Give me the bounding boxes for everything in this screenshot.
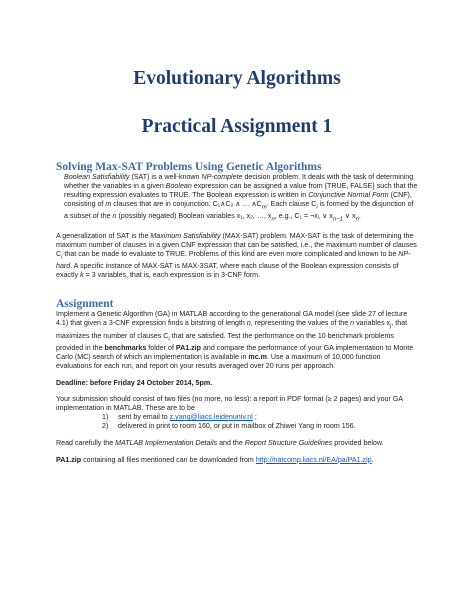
paragraph-guidelines: Read carefully the MATLAB Implementation Details and the Report Structure Guidelines provided below. <box>56 439 384 448</box>
paragraph-maxsat-definition: A generalization of SAT is the Maximum Satisfiability (MAX-SAT) problem. MAX-SAT is the task of determining the maximum number of clauses in a given CNF expression that can be satisfied, i.e., the maximum number of clauses $C_i$ that can be made to evaluate to TRUE. Problems of this kind are even more complicated and known to be NP-hard. A specific instance of MAX-SAT is MAX-3SAT, where each clause of the Boolean expression consists of exactly k = 3 variables, that is, each expression is in 3-CNF form. <box>56 232 417 280</box>
download-link[interactable]: http://natcomp.liacs.nl/EA/pa/PA1.zip <box>255 455 372 464</box>
paragraph-sat-definition: Boolean Satisfiability (SAT) is a well-known NP-complete decision problem. It deals with the task of determining whether the variables in a given Boolean expression can be assigned a value from {TRUE, FALSE} such that the resulting expression evaluates to TRUE. The Boolean expression is written in Conjunctive Normal Form (CNF), consisting of m clauses that are in conjunction: C₁∧C₂ ∧ … $\wedge C_m$. Each clause $C_i$ is formed by the disjunction of a subset of the n (possibly negated) Boolean variables x₁, x₂, …, $x_n$, e.g., C₁ = ¬x₁ ∨ $x_{n-1}$ ∨ $x_n$. <box>64 173 418 223</box>
title-line-2: Practical Assignment 1 <box>141 116 333 137</box>
list-item: 2) delivered in print to room 160, or put in mailbox of Zhiwei Yang in room 156. <box>102 422 356 431</box>
deadline-text: Deadline: before Friday 24 October 2014, 5pm. <box>56 378 213 387</box>
paragraph-assignment-task: Implement a Genetic Algorithm (GA) in MATLAB according to the generational GA model (see slide 27 of lecture 4.1) that given a 3-CNF expression finds a bitstring of length n, representing the values of the n variables $x_j$, that maximizes the number of clauses $C_i$ that are satisfied. Test the performance on the 10 benchmark problems provided in the benchmarks folder of PA1.zip and compare the performance of your GA implementation to Monte Carlo (MC) search of which an implementation is available in mc.m. Use a maximum of 10,000 function evaluations for each run, and report on your results averaged over 20 runs per approach. <box>56 310 414 370</box>
section-heading-maxsat: Solving Max-SAT Problems Using Genetic Algorithms <box>56 161 322 173</box>
title-line-1: Evolutionary Algorithms <box>133 68 341 89</box>
list-item: 1) sent by email to z.yang@liacs.leidenuniv.nl ; <box>102 413 257 422</box>
submission-list <box>56 413 418 431</box>
paragraph-submission: Your submission should consist of two files (no more, no less): a report in PDF format (≥ 2 pages) and your GA implementation in MATLAB. These are to be <box>56 395 403 413</box>
section-heading-assignment: Assignment <box>56 298 114 311</box>
email-link[interactable]: z.yang@liacs.leidenuniv.nl <box>169 413 253 422</box>
paragraph-download: PA1.zip containing all files mentioned can be downloaded from http://natcomp.liacs.nl/EA/pa/PA1.zip. <box>56 455 374 464</box>
